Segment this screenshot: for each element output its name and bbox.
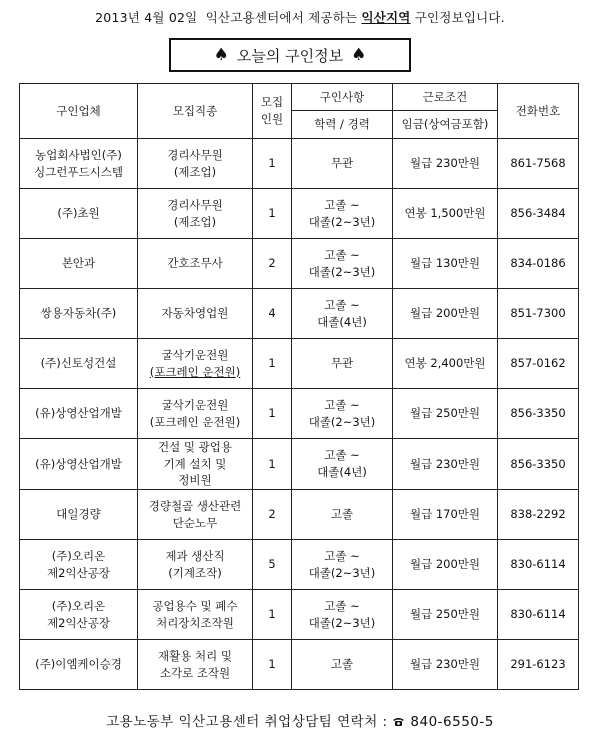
wage-cell: 월급 230만원 (393, 439, 498, 490)
company-cell (20, 289, 138, 339)
requirement-cell-line: 대졸(2~3년) (308, 565, 376, 580)
company-cell-line: 본안과 (61, 256, 96, 271)
requirement-cell-line: 무관 (330, 156, 354, 171)
company-cell-line: 제2익산공장 (47, 565, 110, 580)
count-cell: 1 (253, 189, 292, 239)
job-cell-line: 굴삭기운전원 (161, 347, 229, 362)
job-cell (138, 590, 253, 640)
job-cell-line: 소각로 조작원 (159, 665, 231, 680)
job-cell (138, 640, 253, 690)
count-cell: 2 (253, 490, 292, 540)
table-row (20, 389, 579, 439)
job-cell-line: 정비원 (178, 473, 212, 488)
requirement-cell (292, 590, 393, 640)
count-cell: 1 (253, 590, 292, 640)
wage-cell: 월급 200만원 (393, 289, 498, 339)
intro-line (0, 8, 600, 26)
phone-cell: 834-0186 (498, 239, 579, 289)
company-cell-line: (주)오리온 (51, 598, 106, 613)
company-cell (20, 139, 138, 189)
requirement-cell-line: 고졸 ~ (324, 297, 360, 312)
job-cell (138, 540, 253, 590)
job-cell (138, 490, 253, 540)
table-row (20, 289, 579, 339)
requirement-cell-line: 대졸(2~3년) (308, 615, 376, 630)
footer-phone: 840-6550-5 (410, 714, 494, 730)
job-cell-line: 단순노무 (172, 515, 218, 530)
header-count (253, 84, 292, 139)
requirement-cell-line: 대졸(2~3년) (308, 214, 376, 229)
job-cell-line: 제과 생산직 (165, 548, 225, 563)
requirement-cell (292, 339, 393, 389)
wage-cell: 월급 250만원 (393, 590, 498, 640)
company-cell-line: (주)초원 (57, 206, 100, 221)
job-cell (138, 439, 253, 490)
phone-cell: 861-7568 (498, 139, 579, 189)
title-box (169, 38, 411, 72)
wage-cell: 월급 170만원 (393, 490, 498, 540)
requirement-cell (292, 640, 393, 690)
company-cell (20, 640, 138, 690)
header-job: 모집직종 (138, 84, 253, 139)
phone-cell: 830-6114 (498, 540, 579, 590)
requirement-cell (292, 490, 393, 540)
requirement-cell-line: 고졸 ~ (324, 548, 360, 563)
requirement-cell-line: 고졸 ~ (324, 448, 360, 463)
table-row (20, 139, 579, 189)
wage-cell: 월급 130만원 (393, 239, 498, 289)
spade-icon: ♠ (213, 45, 229, 65)
job-cell-line: (제조업) (173, 214, 217, 229)
job-cell-line: (포크레인 운전원) (149, 414, 241, 429)
job-cell (138, 389, 253, 439)
company-cell-line: (주)이엠케이승경 (35, 657, 122, 672)
job-cell-line: 자동차영업원 (161, 306, 229, 321)
phone-cell: 830-6114 (498, 590, 579, 640)
company-cell (20, 439, 138, 490)
job-cell-line: (기계조작) (168, 565, 222, 580)
phone-cell: 856-3484 (498, 189, 579, 239)
wage-cell: 연봉 2,400만원 (393, 339, 498, 389)
job-cell (138, 189, 253, 239)
job-cell (138, 289, 253, 339)
job-table (19, 83, 579, 690)
header-count-bottom: 인원 (260, 112, 284, 126)
table-row (20, 439, 579, 490)
count-cell: 2 (253, 239, 292, 289)
requirement-cell (292, 389, 393, 439)
table-row (20, 590, 579, 640)
requirement-cell-line: 무관 (330, 356, 354, 371)
table-row (20, 540, 579, 590)
job-cell-line: 간호조무사 (167, 256, 223, 271)
company-cell-line: 대일경량 (56, 507, 101, 522)
requirement-cell (292, 439, 393, 490)
company-cell (20, 590, 138, 640)
telephone-icon (392, 716, 405, 727)
count-cell: 5 (253, 540, 292, 590)
requirement-cell (292, 239, 393, 289)
phone-cell: 856-3350 (498, 389, 579, 439)
job-cell-line: 건설 및 광업용 (158, 440, 232, 454)
job-cell-line: 경리사무원 (167, 197, 223, 212)
intro-end-text: 구인정보입니다. (414, 10, 505, 25)
company-cell-line: 싱그런푸드시스템 (34, 164, 123, 179)
requirement-cell-line: 고졸 (330, 507, 354, 522)
job-cell-line: 경리사무원 (167, 147, 223, 162)
requirement-cell (292, 139, 393, 189)
job-cell-line: 굴삭기운전원 (161, 397, 229, 412)
count-cell: 1 (253, 439, 292, 490)
header-requirements-sub: 학력 / 경력 (292, 111, 393, 139)
job-cell (138, 139, 253, 189)
requirement-cell-line: 대졸(4년) (317, 314, 367, 329)
count-cell: 1 (253, 139, 292, 189)
company-cell (20, 490, 138, 540)
job-cell (138, 239, 253, 289)
phone-cell: 857-0162 (498, 339, 579, 389)
header-company: 구인업체 (20, 84, 138, 139)
table-row (20, 490, 579, 540)
company-cell-line: (주)신토성건설 (40, 356, 117, 371)
phone-cell: 291-6123 (498, 640, 579, 690)
requirement-cell-line: 고졸 (330, 657, 354, 672)
company-cell (20, 189, 138, 239)
header-conditions: 근로조건 (393, 84, 498, 111)
count-cell: 1 (253, 389, 292, 439)
table-row (20, 189, 579, 239)
requirement-cell (292, 189, 393, 239)
company-cell-line: 제2익산공장 (47, 615, 110, 630)
date-text: 2013년 4월 02일 (95, 10, 198, 25)
company-cell (20, 540, 138, 590)
requirement-cell-line: 고졸 ~ (324, 247, 360, 262)
intro-mid-text: 에서 제공하는 (279, 10, 358, 25)
job-cell-line: 기계 설치 및 (163, 456, 227, 471)
region-name: 익산지역 (361, 10, 411, 25)
company-cell-line: 쌍용자동차(주) (40, 306, 117, 321)
requirement-cell-line: 대졸(4년) (317, 465, 367, 479)
phone-cell: 838-2292 (498, 490, 579, 540)
wage-cell: 월급 230만원 (393, 640, 498, 690)
footer-text: 고용노동부 익산고용센터 취업상담팀 연락처 : (106, 714, 388, 730)
table-row (20, 339, 579, 389)
count-cell: 1 (253, 339, 292, 389)
company-cell-line: (주)오리온 (51, 548, 106, 563)
job-cell-line: 재활용 처리 및 (158, 648, 232, 663)
wage-cell: 연봉 1,500만원 (393, 189, 498, 239)
requirement-cell-line: 고졸 ~ (324, 598, 360, 613)
wage-cell: 월급 230만원 (393, 139, 498, 189)
phone-cell: 856-3350 (498, 439, 579, 490)
job-cell-line: 공업용수 및 폐수 (152, 598, 238, 613)
center-name: 익산고용센터 (205, 10, 280, 25)
company-cell-line: (유)상영산업개발 (35, 406, 122, 421)
company-cell (20, 389, 138, 439)
company-cell (20, 239, 138, 289)
phone-cell: 851-7300 (498, 289, 579, 339)
count-cell: 4 (253, 289, 292, 339)
requirement-cell-line: 대졸(2~3년) (308, 264, 376, 279)
wage-cell: 월급 200만원 (393, 540, 498, 590)
job-cell-line: 처리장치조작원 (156, 615, 234, 630)
requirement-cell-line: 고졸 ~ (324, 397, 360, 412)
requirement-cell (292, 540, 393, 590)
header-requirements: 구인사항 (292, 84, 393, 111)
header-phone: 전화번호 (498, 84, 579, 139)
job-cell-line: (제조업) (173, 164, 217, 179)
job-cell-line: (포크레인 운전원) (149, 364, 241, 379)
spade-icon: ♠ (351, 45, 367, 65)
table-row (20, 239, 579, 289)
requirement-cell (292, 289, 393, 339)
company-cell-line: (유)상영산업개발 (35, 456, 122, 471)
header-count-top: 모집 (260, 95, 284, 110)
requirement-cell-line: 고졸 ~ (324, 197, 360, 212)
requirement-cell-line: 대졸(2~3년) (308, 414, 376, 429)
company-cell (20, 339, 138, 389)
header-conditions-sub: 임금(상여금포함) (393, 111, 498, 139)
wage-cell: 월급 250만원 (393, 389, 498, 439)
footer-contact (0, 710, 600, 730)
table-row (20, 640, 579, 690)
count-cell: 1 (253, 640, 292, 690)
job-cell-line: 경량철골 생산관련 (148, 498, 242, 513)
job-cell (138, 339, 253, 389)
page-title: 오늘의 구인정보 (236, 46, 344, 65)
company-cell-line: 농업회사법인(주) (35, 147, 122, 162)
